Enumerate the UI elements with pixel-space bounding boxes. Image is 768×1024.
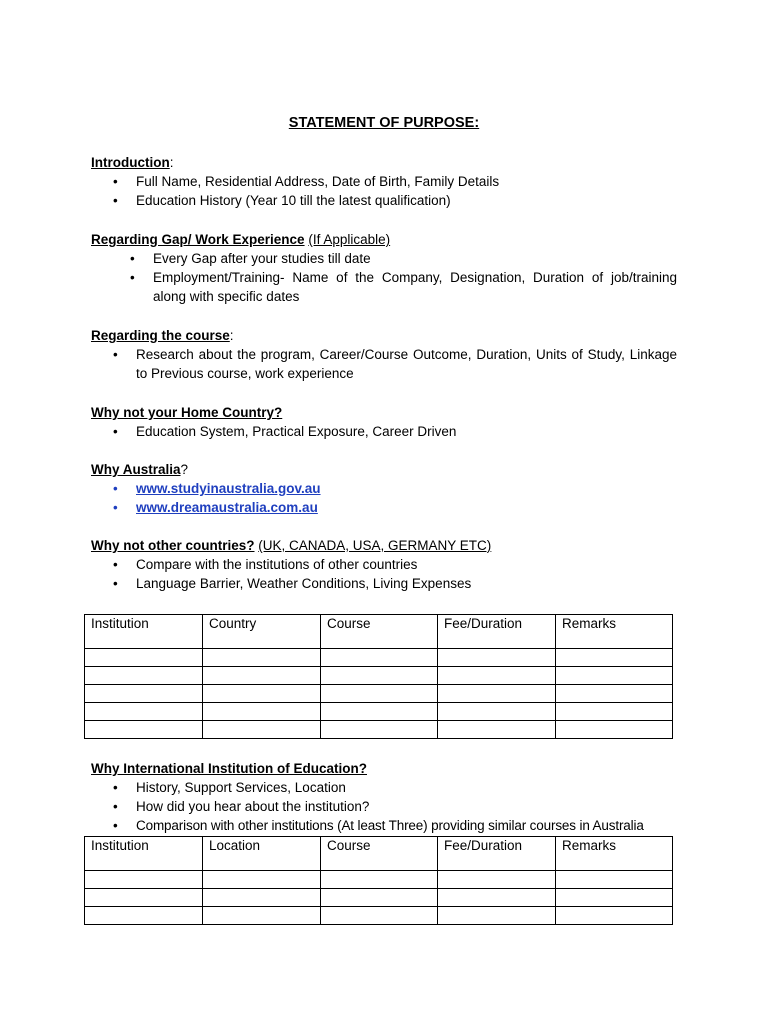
table-cell[interactable] [556,649,673,667]
table-cell[interactable] [321,871,438,889]
table-cell[interactable] [556,721,673,739]
table-cell[interactable] [203,649,321,667]
list-item: • Education System, Practical Exposure, Career Driven [113,424,457,439]
link-dreamaustralia[interactable]: www.dreamaustralia.com.au [136,500,318,515]
bullet-list [91,778,677,835]
table-cell[interactable] [556,667,673,685]
table-cell[interactable] [85,871,203,889]
table-cell[interactable] [203,871,321,889]
section-heading [91,326,677,345]
table-header-cell: Location [203,837,321,871]
table-header-row [85,837,673,871]
bullet-icon: • [130,251,135,266]
table-cell[interactable] [85,907,203,925]
list-item: • Language Barrier, Weather Conditions, Living Expenses [113,576,472,591]
heading-text: Why not your Home Country? [91,405,283,420]
section-heading [91,759,677,778]
table-cell[interactable] [203,685,321,703]
section-why-australia [91,460,677,517]
table-header-cell: Institution [85,837,203,871]
link-list [91,479,677,517]
heading-text: Why not other countries? [91,538,255,553]
bullet-icon: • [113,193,118,208]
list-item: • Every Gap after your studies till date [130,251,371,266]
table-cell[interactable] [203,907,321,925]
table-cell[interactable] [203,703,321,721]
table-cell[interactable] [85,685,203,703]
section-regarding-course [91,326,677,383]
comparison-table-countries [84,614,673,739]
section-institution [91,759,677,835]
list-item [91,479,677,498]
bullet-icon: • [113,500,118,515]
heading-text: Regarding the course [91,328,230,343]
table-cell[interactable] [203,721,321,739]
table-cell[interactable] [321,721,438,739]
table-cell[interactable] [321,703,438,721]
section-heading [91,460,677,479]
bullet-list [91,555,677,593]
heading-subtext: (UK, CANADA, USA, GERMANY ETC) [258,538,492,553]
heading-text: Regarding Gap/ Work Experience [91,232,305,247]
table-cell[interactable] [321,685,438,703]
list-item: • Employment/Training- Name of the Company, Designation, Duration of job/training along with specific dates [130,270,677,304]
comparison-table-institutions [84,836,673,925]
section-heading [91,536,677,555]
table-cell[interactable] [203,889,321,907]
table-cell[interactable] [85,703,203,721]
table-cell[interactable] [556,685,673,703]
bullet-list [91,249,677,306]
list-item: • Research about the program, Career/Course Outcome, Duration, Units of Study, Linkage to Previous course, work experience [113,347,677,381]
table-row [85,685,673,703]
table-row [85,907,673,925]
heading-text: Why International Institution of Education? [91,761,367,776]
table-cell[interactable] [438,649,556,667]
table-cell[interactable] [556,703,673,721]
table-header-cell: Course [321,837,438,871]
table-header-row [85,615,673,649]
bullet-list [91,172,677,210]
section-home-country [91,403,677,441]
table-cell[interactable] [85,667,203,685]
bullet-icon: • [113,174,118,189]
table-cell[interactable] [85,649,203,667]
bullet-icon: • [113,799,118,814]
list-item: • How did you hear about the institution? [113,799,370,814]
table-row [85,721,673,739]
list-item: • Comparison with other institutions (At least Three) providing similar courses in Australia [113,818,644,833]
link-studyinaustralia[interactable]: www.studyinaustralia.gov.au [136,481,321,496]
bullet-icon: • [113,818,118,833]
table-cell[interactable] [85,889,203,907]
table-cell[interactable] [438,871,556,889]
table-cell[interactable] [556,889,673,907]
section-introduction [91,153,677,210]
section-heading [91,230,677,249]
table-cell[interactable] [321,649,438,667]
document-title: STATEMENT OF PURPOSE: [288,115,480,131]
bullet-list [91,345,677,383]
bullet-icon: • [113,557,118,572]
list-item: • Education History (Year 10 till the latest qualification) [113,193,451,208]
list-item: • Compare with the institutions of other countries [113,557,418,572]
table-cell[interactable] [203,667,321,685]
section-other-countries [91,536,677,593]
table-cell[interactable] [438,721,556,739]
table-cell[interactable] [438,685,556,703]
table-cell[interactable] [321,667,438,685]
table-header-cell: Institution [85,615,203,649]
table-row [85,667,673,685]
table-row [85,889,673,907]
table-header-cell: Course [321,615,438,649]
table-cell[interactable] [438,703,556,721]
list-item: • Full Name, Residential Address, Date of Birth, Family Details [113,174,500,189]
table-cell[interactable] [85,721,203,739]
table-header-cell: Remarks [556,837,673,871]
table-cell[interactable] [438,667,556,685]
bullet-icon: • [113,481,118,496]
table-row [85,649,673,667]
heading-text: Introduction [91,155,170,170]
table-header-cell: Remarks [556,615,673,649]
bullet-icon: • [113,347,118,362]
bullet-icon: • [113,424,118,439]
section-gap-work-experience [91,230,677,306]
list-item: • History, Support Services, Location [113,780,346,795]
section-heading [91,403,677,422]
table-cell[interactable] [438,907,556,925]
table-cell[interactable] [321,889,438,907]
table-cell[interactable] [556,907,673,925]
table-cell[interactable] [321,907,438,925]
heading-suffix: ? [180,462,189,477]
table-cell[interactable] [438,889,556,907]
table-header-cell: Fee/Duration [438,837,556,871]
section-heading [91,153,677,172]
bullet-icon: • [130,270,135,285]
table-header-cell: Country [203,615,321,649]
list-item [91,498,677,517]
bullet-icon: • [113,576,118,591]
table-row [85,703,673,721]
table-row [85,871,673,889]
table-cell[interactable] [556,871,673,889]
bullet-icon: • [113,780,118,795]
heading-suffix: : [229,328,234,343]
heading-text: Why Australia [91,462,181,477]
bullet-list [91,422,677,441]
heading-subtext: (If Applicable) [308,232,391,247]
heading-suffix: : [169,155,174,170]
table-header-cell: Fee/Duration [438,615,556,649]
